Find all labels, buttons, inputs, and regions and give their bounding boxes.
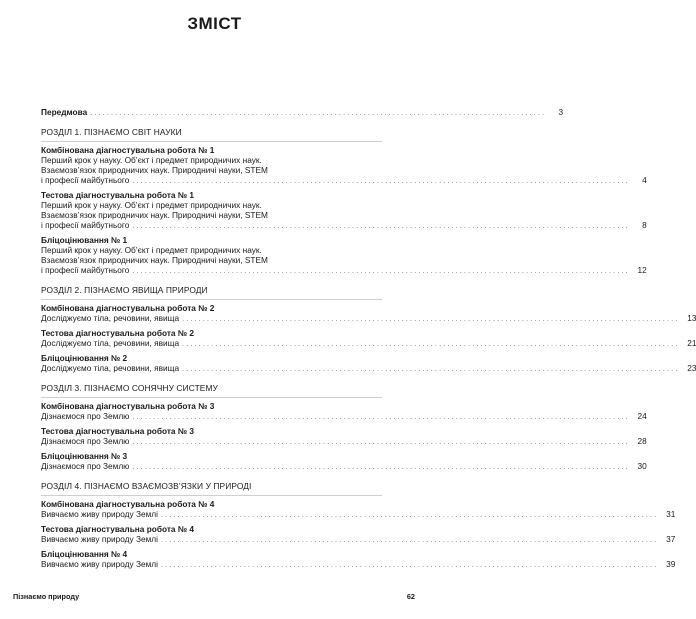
toc-line (41, 313, 696, 325)
dot-leader: ........................................................................................................................ (160, 537, 659, 544)
entry-desc-line (41, 200, 382, 210)
page-number: 28 (637, 436, 647, 446)
page-number: 8 (642, 220, 647, 230)
entry-desc-line (41, 210, 382, 220)
page-number: 30 (637, 461, 647, 471)
dot-leader: ........................................................................................................................ (132, 268, 630, 275)
entry-desc-text: Дізнаємося про Землю (41, 411, 130, 421)
section-heading: РОЗДІЛ 2. ПІЗНАЄМО ЯВИЩА ПРИРОДИ (41, 285, 382, 300)
entry-desc-text: Вивчаємо живу природу Землі (41, 509, 158, 519)
toc-entry[interactable] (41, 145, 647, 187)
entry-desc-line (41, 245, 382, 255)
table-of-contents (41, 107, 696, 579)
page-number: 31 (666, 509, 676, 519)
page-number: 12 (637, 265, 647, 275)
entry-desc-text: Перший крок у науку. Об’єкт і предмет природничих наук. (41, 155, 262, 165)
page-number: 39 (666, 559, 676, 569)
toc-entry[interactable] (41, 549, 676, 571)
dot-leader: ........................................................................................................................ (160, 512, 659, 519)
dot-leader: ........................................................................................................................ (182, 366, 680, 373)
toc-line (41, 559, 676, 571)
toc-line (41, 509, 676, 521)
toc-line (41, 461, 647, 473)
dot-leader: ........................................................................................................................ (132, 464, 630, 471)
toc-entry[interactable] (41, 353, 696, 375)
entry-desc-text: Дізнаємося про Землю (41, 436, 130, 446)
entry-desc-text: Взаємозв’язок природничих наук. Природничі науки, STEM (41, 255, 268, 265)
entry-title: Бліцоцінювання № 1 (41, 235, 128, 245)
toc-entry[interactable] (41, 328, 696, 350)
entry-title: Комбінована діагностувальна робота № 2 (41, 303, 215, 313)
entry-title: Бліцоцінювання № 4 (41, 549, 128, 559)
toc-line (41, 265, 647, 277)
entry-title: Комбінована діагностувальна робота № 1 (41, 145, 215, 155)
page-number: 3 (558, 107, 564, 117)
toc-line (41, 220, 647, 232)
dot-leader: .............................................................................................................. (90, 110, 547, 117)
toc-entry[interactable] (41, 235, 647, 277)
page-number: 21 (687, 338, 696, 348)
entry-desc-text: Досліджуємо тіла, речовини, явища (41, 363, 180, 373)
dot-leader: ........................................................................................................................ (132, 178, 630, 185)
entry-desc-text: Взаємозв’язок природничих наук. Природничі науки, STEM (41, 210, 268, 220)
dot-leader: ........................................................................................................................ (132, 414, 630, 421)
toc-line (41, 436, 647, 448)
page-number: 13 (687, 313, 696, 323)
entry-desc-text: і професії майбутнього (41, 175, 130, 185)
entry-desc-text: Вивчаємо живу природу Землі (41, 559, 158, 569)
dot-leader: ........................................................................................................................ (182, 316, 680, 323)
section-heading: РОЗДІЛ 4. ПІЗНАЄМО ВЗАЄМОЗВ’ЯЗКИ У ПРИРОДІ (41, 481, 382, 496)
entry-title: Тестова діагностувальна робота № 3 (41, 426, 194, 436)
entry-title: Бліцоцінювання № 2 (41, 353, 128, 363)
page-title: ЗМІСТ (187, 14, 242, 33)
toc-section (41, 481, 676, 571)
toc-line (41, 411, 647, 423)
page-number: 23 (687, 363, 696, 373)
toc-section (41, 127, 647, 277)
entry-title: Комбінована діагностувальна робота № 3 (41, 401, 215, 411)
entry-desc-text: і професії майбутнього (41, 265, 130, 275)
entry-desc-line (41, 165, 382, 175)
toc-sections (41, 127, 696, 571)
entry-desc-text: Вивчаємо живу природу Землі (41, 534, 158, 544)
entry-title: Комбінована діагностувальна робота № 4 (41, 499, 215, 509)
toc-entry[interactable] (41, 303, 696, 325)
toc-entry[interactable] (41, 190, 647, 232)
entry-desc-line (41, 255, 382, 265)
footer-page-number: 62 (406, 592, 415, 601)
entry-desc-text: Досліджуємо тіла, речовини, явища (41, 338, 180, 348)
toc-entry[interactable] (41, 499, 676, 521)
entry-desc-text: Перший крок у науку. Об’єкт і предмет природничих наук. (41, 245, 262, 255)
entry-title: Тестова діагностувальна робота № 1 (41, 190, 194, 200)
toc-entry-preface[interactable] (41, 107, 564, 119)
entry-title: Тестова діагностувальна робота № 4 (41, 524, 194, 534)
dot-leader: ........................................................................................................................ (182, 341, 680, 348)
toc-entry[interactable] (41, 524, 676, 546)
entry-desc-line (41, 155, 382, 165)
entry-title: Бліцоцінювання № 3 (41, 451, 128, 461)
dot-leader: ........................................................................................................................ (132, 223, 630, 230)
toc-entry[interactable] (41, 401, 647, 423)
toc-line (41, 338, 696, 350)
entry-desc-text: Досліджуємо тіла, речовини, явища (41, 313, 180, 323)
toc-entry[interactable] (41, 426, 647, 448)
toc-entry[interactable] (41, 451, 647, 473)
dot-leader: ........................................................................................................................ (132, 439, 630, 446)
page-number: 4 (642, 175, 647, 185)
entry-desc-text: Перший крок у науку. Об’єкт і предмет природничих наук. (41, 200, 262, 210)
dot-leader: ........................................................................................................................ (160, 562, 659, 569)
toc-section (41, 285, 696, 375)
section-heading: РОЗДІЛ 3. ПІЗНАЄМО СОНЯЧНУ СИСТЕМУ (41, 383, 382, 398)
entry-desc-text: і професії майбутнього (41, 220, 130, 230)
toc-preface-label: Передмова (41, 107, 88, 117)
page-number: 37 (666, 534, 676, 544)
entry-title: Тестова діагностувальна робота № 2 (41, 328, 194, 338)
entry-desc-text: Взаємозв’язок природничих наук. Природничі науки, STEM (41, 165, 268, 175)
footer-book-title: Пізнаємо природу (13, 592, 80, 601)
entry-desc-text: Дізнаємося про Землю (41, 461, 130, 471)
toc-section (41, 383, 647, 473)
toc-line (41, 107, 564, 119)
page-number: 24 (637, 411, 647, 421)
section-heading: РОЗДІЛ 1. ПІЗНАЄМО СВІТ НАУКИ (41, 127, 382, 142)
toc-line (41, 175, 647, 187)
toc-line (41, 363, 696, 375)
toc-line (41, 534, 676, 546)
